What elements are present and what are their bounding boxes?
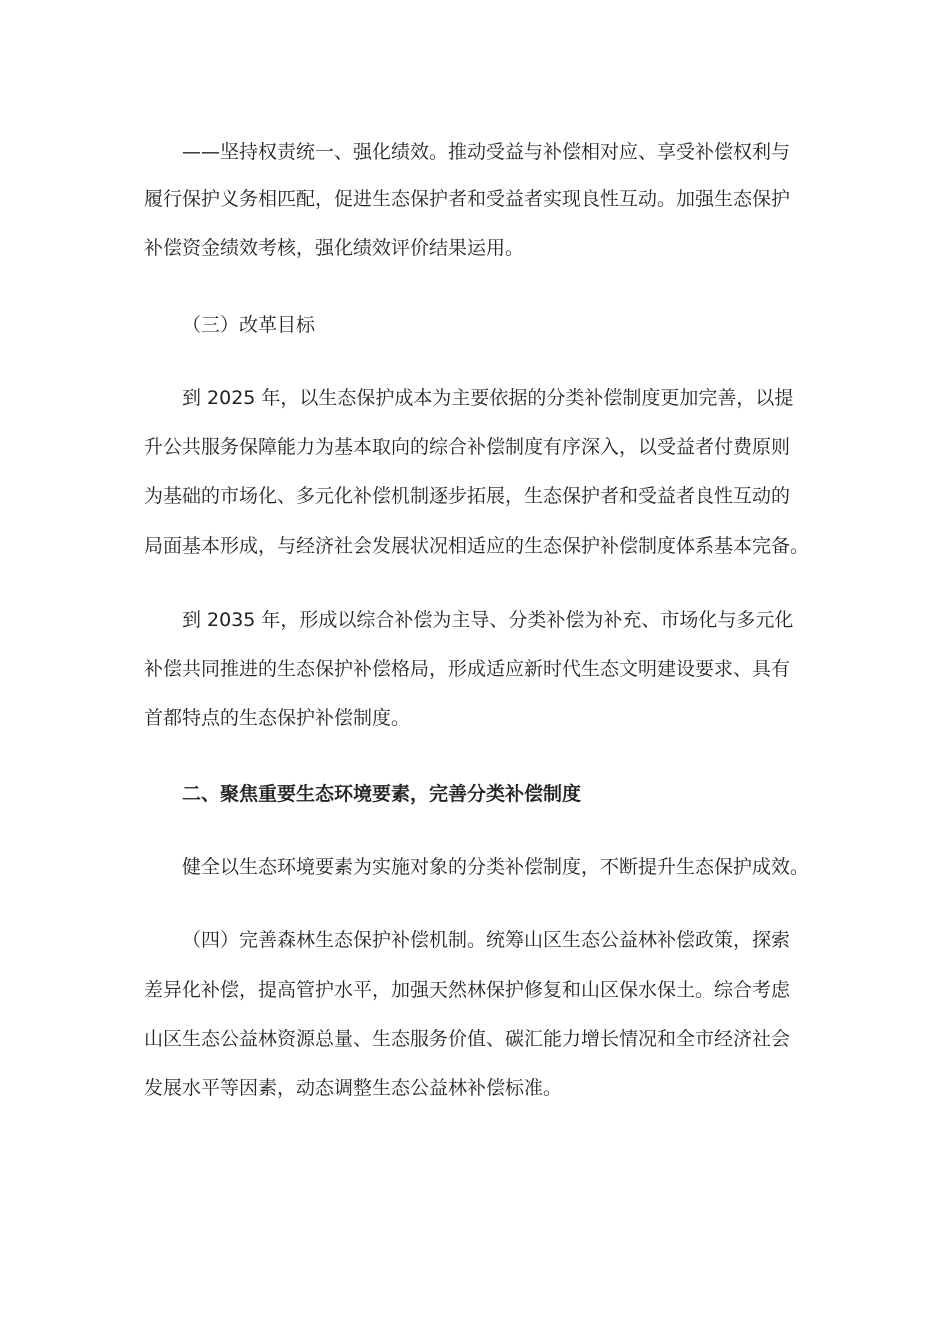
paragraph-4-line-1: 到 2035 年，形成以综合补偿为主导、分类补偿为补充、市场化与多元化	[182, 609, 794, 631]
paragraph-3-line-2: 升公共服务保障能力为基本取向的综合补偿制度有序深入，以受益者付费原则	[144, 436, 791, 458]
paragraph-1-line-1: ——坚持权责统一、强化绩效。推动受益与补偿相对应、享受补偿权利与	[182, 141, 791, 163]
paragraph-4-line-3: 首都特点的生态保护补偿制度。	[144, 707, 411, 729]
section-heading-2: 二、聚焦重要生态环境要素，完善分类补偿制度	[182, 783, 582, 805]
section-heading-reform-goals: （三）改革目标	[182, 314, 316, 336]
paragraph-4-line-2: 补偿共同推进的生态保护补偿格局，形成适应新时代生态文明建设要求、具有	[144, 658, 791, 680]
paragraph-7-line-1: （四）完善森林生态保护补偿机制。统筹山区生态公益林补偿政策，探索	[182, 929, 791, 951]
paragraph-7-line-2: 差异化补偿，提高管护水平，加强天然林保护修复和山区保水保土。综合考虑	[144, 979, 791, 1001]
paragraph-3-line-3: 为基础的市场化、多元化补偿机制逐步拓展，生态保护者和受益者良性互动的	[144, 485, 791, 507]
paragraph-3-line-4: 局面基本形成，与经济社会发展状况相适应的生态保护补偿制度体系基本完备。	[144, 535, 810, 557]
paragraph-7-line-4: 发展水平等因素，动态调整生态公益林补偿标准。	[144, 1077, 563, 1099]
paragraph-1-line-2: 履行保护义务相匹配，促进生态保护者和受益者实现良性互动。加强生态保护	[144, 188, 791, 210]
paragraph-6-line-1: 健全以生态环境要素为实施对象的分类补偿制度，不断提升生态保护成效。	[182, 856, 810, 878]
paragraph-1-line-3: 补偿资金绩效考核，强化绩效评价结果运用。	[144, 237, 525, 259]
paragraph-7-line-3: 山区生态公益林资源总量、生态服务价值、碳汇能力增长情况和全市经济社会	[144, 1028, 791, 1050]
paragraph-3-line-1: 到 2025 年，以生态保护成本为主要依据的分类补偿制度更加完善，以提	[182, 387, 794, 409]
